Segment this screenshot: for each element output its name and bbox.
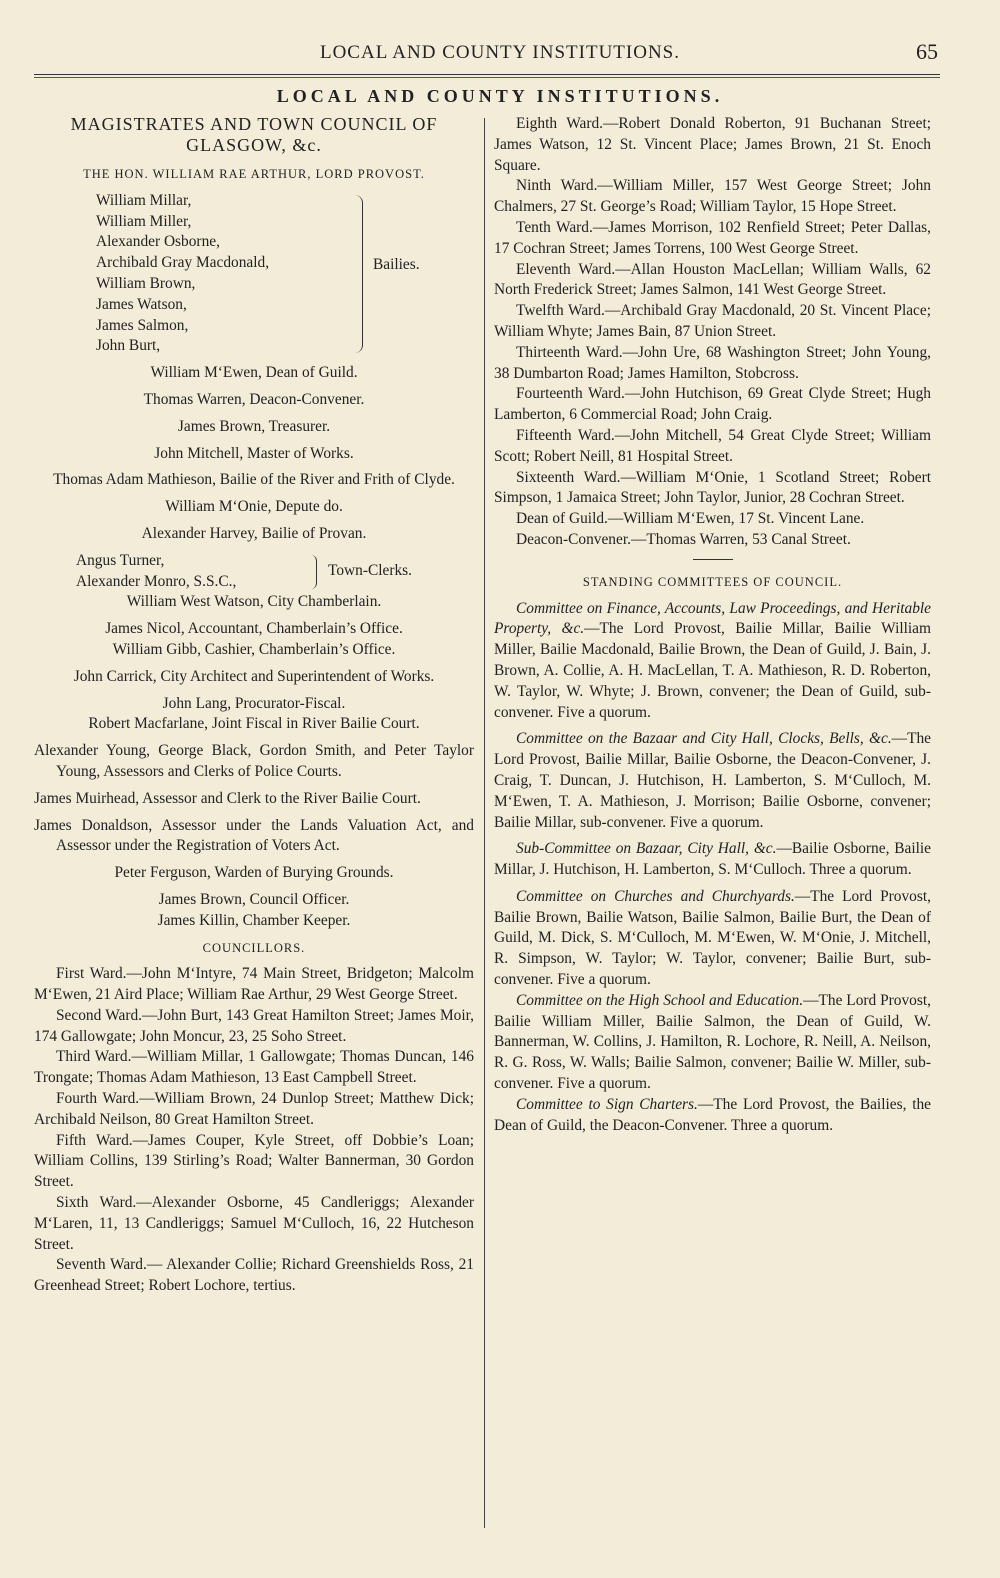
bailies-label: Bailies. [373,255,420,273]
officer-line: Alexander Harvey, Bailie of Provan. [141,524,367,542]
committee-title: Committee on Finance, Accounts, Law Proceedings, and Heritable Property, &c. [494,599,931,638]
ward-paragraph: Fourth Ward.—William Brown, 24 Dunlop Street; Matthew Dick; Archibald Neilson, 80 Great Hamilton Street. [34,1090,474,1128]
officer-line: William Gibb, Cashier, Chamberlain’s Office. [112,640,396,658]
committee-paragraph [494,991,931,1095]
ward-paragraph: Twelfth Ward.—Archibald Gray Macdonald, 20 St. Vincent Place; William Whyte; James Bain, 87 Union Street. [494,302,931,340]
committee-paragraph [494,839,931,881]
committee-text: —The Lord Provost, Bailie Brown, Bailie Watson, Bailie Salmon, Bailie Burt, the Dean of Guild, M. Dick, S. M‘Culloch, M. M‘Ewen, W. M‘Onie, J. Mitchell, R. Simpson, W. Taylor; W. Taylor, convener; Bailie Burt, sub-convener. Five a quorum. [494,887,931,989]
dean-of-guild-paragraph: Dean of Guild.—William M‘Ewen, 17 St. Vincent Lane. [516,510,865,528]
councillors-heading: COUNCILLORS. [202,940,306,955]
page-number: 65 [916,39,938,64]
committee-title: Committee on the High School and Education. [516,991,804,1009]
ward-paragraph: Fourteenth Ward.—John Hutchison, 69 Great Clyde Street; Hugh Lamberton, 6 Commercial Road; John Craig. [494,385,931,424]
bailie-name: John Burt, [96,337,161,355]
magistrates-heading: MAGISTRATES AND TOWN COUNCIL OF GLASGOW, &c. [70,114,438,155]
deacon-convener-paragraph: Deacon-Convener.—Thomas Warren, 53 Canal Street. [516,530,851,548]
left-column [34,114,474,1297]
committee-paragraph [494,599,931,724]
town-clerks-label: Town-Clerks. [328,561,412,579]
column-divider [484,118,485,1528]
ward-paragraph: Ninth Ward.—William Miller, 157 West George Street; John Chalmers, 27 St. George’s Road; William Taylor, 15 Hope Street. [494,177,931,216]
ward-paragraph: Fifth Ward.—James Couper, Kyle Street, off Dobbie’s Loan; William Collins, 139 Stirling’s Road; Walter Bannerman, 30 Gordon Street. [34,1131,474,1191]
ward-paragraph: Eighth Ward.—Robert Donald Roberton, 91 Buchanan Street; James Watson, 12 St. Vincent Place; James Brown, 21 St. Enoch Square. [494,115,931,174]
bailie-name: William Brown, [96,274,196,292]
committee-text: —Bailie Osborne, Bailie Millar, J. Hutchison, H. Lamberton, S. M‘Culloch. Three a quorum. [494,840,931,879]
committee-title: Committee to Sign Charters. [516,1095,698,1113]
town-clerks-group [76,551,474,593]
ward-paragraph: Thirteenth Ward.—John Ure, 68 Washington Street; John Young, 38 Dumbarton Road; James Hamilton, Stobcross. [494,343,931,382]
town-clerk-name: Angus Turner, [76,551,165,569]
officer-line: Robert Macfarlane, Joint Fiscal in River Bailie Court. [88,715,420,733]
running-head-title: LOCAL AND COUNTY INSTITUTIONS. [319,42,680,63]
officer-line: James Brown, Council Officer. [158,890,350,908]
officer-line: Thomas Warren, Deacon-Convener. [143,390,365,408]
committees-heading: STANDING COMMITTEES OF COUNCIL. [582,574,843,589]
lord-provost-line: THE HON. WILLIAM RAE ARTHUR, LORD PROVOST. [83,167,425,181]
header-rule [34,74,940,78]
ward-paragraph: Tenth Ward.—James Morrison, 102 Renfield Street; Peter Dallas, 17 Cochran Street; James Torrens, 100 West George Street. [494,218,931,257]
bailie-name: William Miller, [96,212,192,230]
officer-line: William M‘Onie, Depute do. [165,498,343,516]
committee-text: —The Lord Provost, Bailie Millar, Bailie William Miller, Bailie Macdonald, Bailie Brown, the Dean of Guild, J. Bain, J. Brown, A. Collie, A. H. MacLellan, T. A. Mathieson, R. D. Roberton, W. Taylor, W. Whyte; J. Brown, convener; the Dean of Guild, sub-convener. Five a quorum. [494,620,931,721]
officer-line: John Lang, Procurator-Fiscal. [162,694,346,712]
ward-paragraph: Seventh Ward.— Alexander Collie; Richard Greenshields Ross, 21 Greenhead Street; Robert Lochore, tertius. [34,1256,474,1295]
bailie-name: James Watson, [96,295,187,313]
committee-paragraph [494,729,931,833]
bailie-name: Archibald Gray Macdonald, [96,254,270,272]
officer-line: Peter Ferguson, Warden of Burying Grounds. [114,864,394,882]
officer-line: William West Watson, City Chamberlain. [126,593,382,611]
officer-line: John Mitchell, Master of Works. [154,444,354,462]
committee-paragraph [494,887,931,991]
ward-paragraph: Sixth Ward.—Alexander Osborne, 45 Candleriggs; Alexander M‘Laren, 11, 13 Candleriggs; Samuel M‘Culloch, 16, 22 Hutcheson Street. [34,1194,474,1253]
ward-paragraph: Second Ward.—John Burt, 143 Great Hamilton Street; James Moir, 174 Gallowgate; John Moncur, 23, 25 Soho Street. [34,1006,474,1045]
committee-title: Committee on the Bazaar and City Hall, Clocks, Bells, &c. [516,730,892,748]
section-rule [693,559,733,560]
ward-paragraph: Third Ward.—William Millar, 1 Gallowgate; Thomas Duncan, 146 Trongate; Thomas Adam Mathieson, 13 East Campbell Street. [34,1048,474,1087]
committee-title: Committee on Churches and Churchyards. [516,887,795,905]
committee-text: —The Lord Provost, Bailie William Miller, Bailie Salmon, the Dean of Guild, W. Bannerman, W. Collins, J. Hamilton, R. Lochore, R. Neill, A. Neilson, R. G. Ross, W. Walls; Bailie Salmon, convener; Bailie W. Miller, sub-convener. Five a quorum. [494,991,931,1093]
bailie-name: Alexander Osborne, [96,233,220,251]
ward-paragraph: Sixteenth Ward.—William M‘Onie, 1 Scotland Street; Robert Simpson, 1 Jamaica Street; John Taylor, Junior, 28 Cochran Street. [494,468,931,507]
committee-text: —The Lord Provost, the Bailies, the Dean of Guild, the Deacon-Convener. Three a quorum. [494,1095,931,1134]
officer-line: William M‘Ewen, Dean of Guild. [150,364,358,382]
committee-text: —The Lord Provost, Bailie Millar, Bailie Osborne, the Deacon-Convener, J. Craig, T. Duncan, J. Hutchison, H. Lamberton, S. M‘Culloch, M. M‘Ewen, T. A. Mathieson, J. Morrison; Bailie Osborne, convener; Bailie Millar, sub-convener. Five a quorum. [494,730,931,831]
right-column [494,114,931,1136]
donaldson-paragraph: James Donaldson, Assessor under the Lands Valuation Act, and Assessor under the Registration of Voters Act. [34,816,474,855]
running-head [0,39,1000,72]
officer-line: James Killin, Chamber Keeper. [157,911,351,929]
bailie-name: James Salmon, [96,316,189,334]
officer-line: James Brown, Treasurer. [177,417,331,435]
ward-paragraph: First Ward.—John M‘Intyre, 74 Main Street, Bridgeton; Malcolm M‘Ewen, 21 Aird Place; William Rae Arthur, 29 West George Street. [34,965,474,1004]
officer-line: Thomas Adam Mathieson, Bailie of the River and Frith of Clyde. [53,471,455,489]
ward-paragraph: Fifteenth Ward.—John Mitchell, 54 Great Clyde Street; William Scott; Robert Neill, 81 Hospital Street. [494,426,931,465]
muirhead-paragraph: James Muirhead, Assessor and Clerk to the River Bailie Court. [34,789,421,807]
section-title: LOCAL AND COUNTY INSTITUTIONS. [276,86,724,106]
brace [352,195,363,353]
assessors-paragraph: Alexander Young, George Black, Gordon Smith, and Peter Taylor Young, Assessors and Clerks of Police Courts. [34,742,474,780]
bailies-group [96,191,474,357]
town-clerk-name: Alexander Monro, S.S.C., [76,572,237,590]
bailie-name: William Millar, [96,191,192,209]
architect-line: John Carrick, City Architect and Superintendent of Works. [73,667,435,685]
committee-paragraph [494,1095,931,1137]
brace [310,555,317,589]
ward-paragraph: Eleventh Ward.—Allan Houston MacLellan; William Walls, 62 North Frederick Street; James Salmon, 141 West George Street. [494,260,931,299]
officer-line: James Nicol, Accountant, Chamberlain’s Office. [105,620,403,638]
committee-title: Sub-Committee on Bazaar, City Hall, &c. [516,840,777,858]
